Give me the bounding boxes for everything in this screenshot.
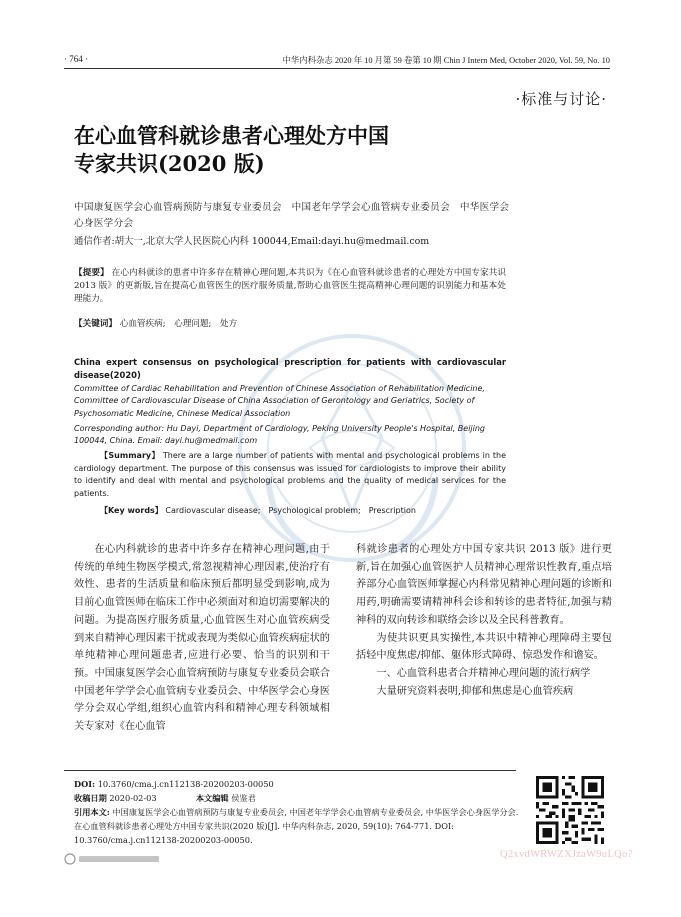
abstract-cn bbox=[74, 267, 506, 306]
english-keywords-items: Cardiovascular disease; Psychological problem; Prescription bbox=[165, 506, 416, 515]
abstract-cn-label: 【提要】 bbox=[74, 268, 109, 278]
keywords-cn-items: 心血管疾病; 心理问题; 处方 bbox=[119, 319, 238, 329]
body-paragraph: 为使共识更具实操性,本共识中精神心理障碍主要包括轻中度焦虑/抑郁、躯体形式障碍、惊恐发作和谵妄。 bbox=[356, 632, 612, 662]
column-tag: ·标准与讨论· bbox=[515, 90, 607, 108]
received-line bbox=[74, 791, 524, 805]
body-paragraph: 大量研究资料表明,抑郁和焦虑是心血管疾病 bbox=[376, 685, 574, 697]
citation-label: 引用本文: bbox=[74, 807, 110, 817]
watermark-text: Q2xvdWRWZXJzaW9uLQo? bbox=[500, 849, 633, 860]
doi-line bbox=[74, 777, 524, 791]
abstract-cn-text: 在心内科就诊的患者中许多存在精神心理问题,本共识为《在心血管科就诊患者的心理处方中国专家共识 2013 版》的更新版,旨在提高心血管医生的医疗服务质量,帮助心血管医生提高精神心理问题的识别能力和基本处理能力。 bbox=[74, 268, 506, 304]
correspondence-cn: 通信作者:胡大一,北京大学人民医院心内科 100044,Email:dayi.hu@medmail.com bbox=[74, 236, 430, 247]
keywords-cn-label: 【关键词】 bbox=[74, 319, 117, 329]
english-summary-text: There are a large number of patients with mental and psychological problems in the cardiology department. The purpose of this consensus was issued for cardiologists to improve their ability to identify and deal with mental and psychological problems and the quality of medical services for the patients. bbox=[74, 451, 507, 498]
received-label: 收稿日期 bbox=[74, 793, 107, 803]
english-correspondence: Corresponding author: Hu Dayi, Department of Cardiology, Peking University People's Hospital, Beijing 100044, China. Email: dayi.hu@medmail.com bbox=[74, 424, 486, 446]
section-heading: 一、心血管科患者合并精神心理问题的流行病学 bbox=[376, 667, 591, 679]
body-column-left bbox=[74, 541, 330, 736]
editor-name: 侯鉴君 bbox=[231, 793, 256, 803]
english-keywords-label: 【Key words】 bbox=[100, 506, 163, 515]
footer-divider bbox=[64, 770, 516, 771]
english-summary bbox=[74, 450, 506, 500]
doi-label: DOI: bbox=[74, 779, 96, 789]
authors-cn: 中国康复医学会心血管病预防与康复专业委员会 中国老年学学会心血管病专业委员会 中华医学会心身医学分会 bbox=[74, 202, 510, 229]
running-head bbox=[64, 52, 610, 68]
journal-citation-line: 中华内科杂志 2020 年 10 月第 59 卷第 10 期 Chin J Intern Med, October 2020, Vol. 59, No. 10 bbox=[282, 56, 610, 65]
article-footer bbox=[74, 777, 524, 847]
article-title-line-2: 专家共识(2020 版) bbox=[74, 151, 265, 176]
editor-label: 本文编辑 bbox=[195, 793, 229, 803]
english-keywords bbox=[74, 505, 506, 517]
english-authors: Committee of Cardiac Rehabilitation and Prevention of Chinese Association of Rehabilitation Medicine, Committee of Cardiovascular Disease of China Association of Gerontology and Geriatrics, Society of Psychosomatic Medicine, Chinese Medical Association bbox=[74, 384, 485, 418]
citation-text: 中国康复医学会心血管病预防与康复专业委员会, 中国老年学学会心血管病专业委员会, 中华医学会心身医学分会. 在心血管科就诊患者心理处方中国专家共识(2020 版)[J]. 中华内科杂志, 2020, 59(10): 764-771. DOI: 10.3760/cma.j.cn112138-20200203-00050. bbox=[74, 807, 519, 845]
english-title: China expert consensus on psychological prescription for patients with cardiovascular disease(2020) bbox=[74, 357, 506, 380]
keywords-cn bbox=[74, 318, 506, 331]
received-date: 2020-02-03 bbox=[109, 793, 157, 803]
publisher-logo-icon bbox=[64, 853, 164, 865]
article-title bbox=[74, 122, 494, 178]
body-paragraph-continued: 科就诊患者的心理处方中国专家共识 2013 版》进行更新,旨在加强心血管医护人员精神心理常识性教育,重点培养部分心血管医师掌握心内科常见精神心理问题的诊断和用药,明确需要请精神科会诊和转诊的患者特征,加强与精神科的双向转诊和联络会诊以及全民科普教育。 bbox=[356, 544, 612, 626]
citation-line bbox=[74, 805, 524, 847]
body-paragraph: 在心内科就诊的患者中许多存在精神心理问题,由于传统的单纯生物医学模式,常忽视精神心理因素,使治疗有效性、患者的生活质量和临床预后都明显受到影响,成为目前心血管医师在临床工作中必须面对和迫切需要解决的问题。为提高医疗服务质量,心血管医生对心血管疾病受到来自精神心理因素干扰或表现为类似心血管疾病症状的单纯精神心理问题患者,应进行必要、恰当的识别和干预。中国康复医学会心血管病预防与康复专业委员会联合中国老年学学会心血管病专业委员会、中华医学会心身医学分会双心学组,组织心血管内科和精神心理专科领域相关专家对《在心血管 bbox=[74, 544, 330, 733]
doi-link[interactable]: 10.3760/cma.j.cn112138-20200203-00050 bbox=[97, 779, 274, 789]
article-title-line-1: 在心血管科就诊患者心理处方中国 bbox=[74, 123, 389, 148]
body-column-right bbox=[356, 541, 612, 700]
header-divider bbox=[64, 68, 610, 69]
page-number: · 764 · bbox=[64, 54, 88, 64]
qr-code-icon[interactable] bbox=[536, 776, 604, 844]
english-summary-label: 【Summary】 bbox=[100, 451, 160, 460]
